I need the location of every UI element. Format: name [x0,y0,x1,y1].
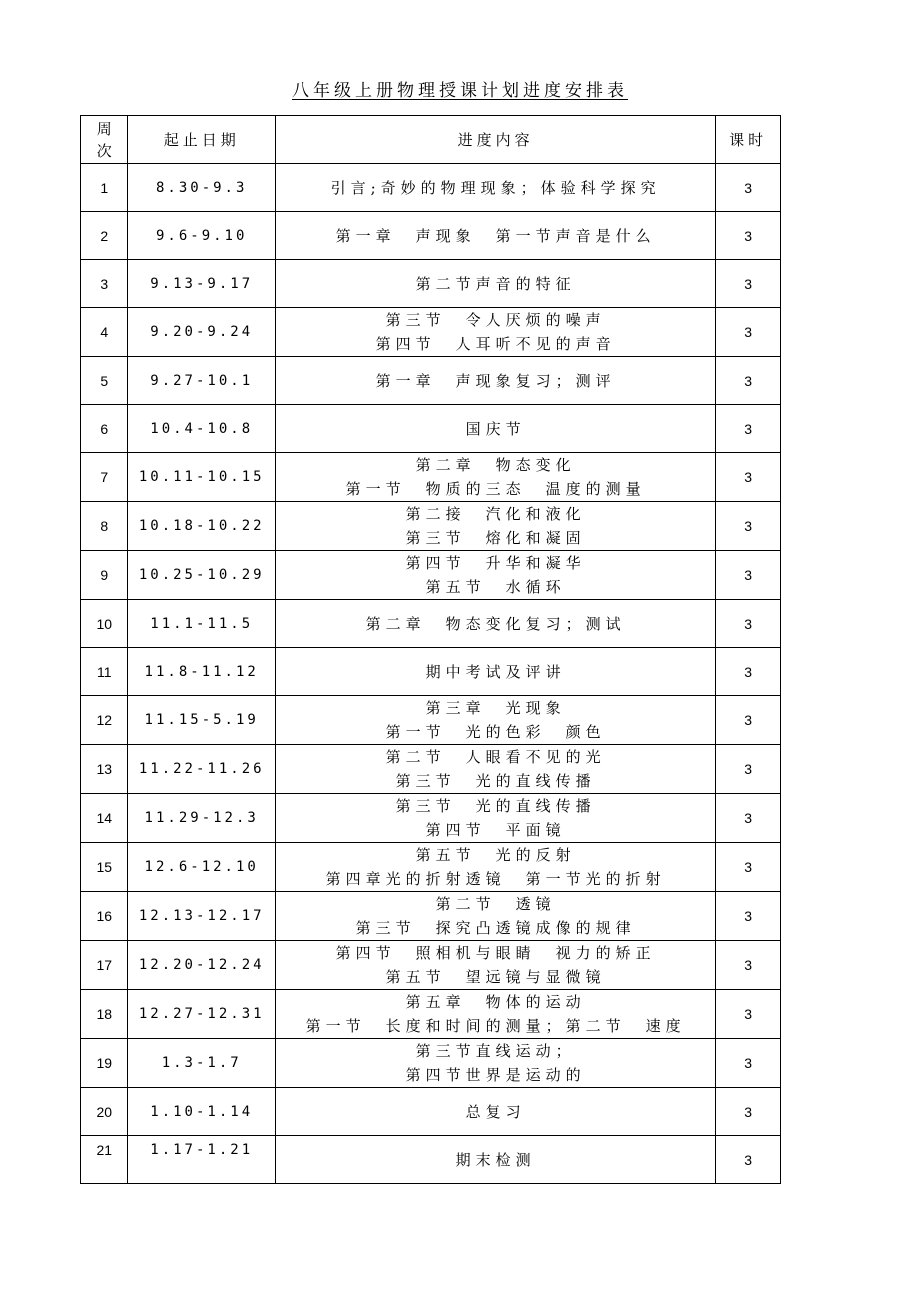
table-row [81,164,781,212]
content-line: 第四节 平面镜 [425,821,566,839]
table-row [81,260,781,308]
week-cell: 15 [81,843,128,892]
table-row [81,990,781,1039]
content-line: 引言;奇妙的物理现象；体验科学探究 [330,178,661,197]
week-cell: 2 [81,212,128,260]
hours-cell: 3 [716,502,781,551]
content-line: 第四节 照相机与眼睛 视力的矫正 [335,944,656,962]
date-cell: 1.3-1.7 [128,1039,275,1088]
hours-cell: 3 [716,1088,781,1136]
date-cell: 10.4-10.8 [128,405,275,453]
date-cell: 11.22-11.26 [128,745,275,794]
hours-cell: 3 [716,892,781,941]
content-line: 第五节 光的反射 [415,846,576,864]
table-row [81,892,781,941]
page-title-text: 八年级上册物理授课计划进度安排表 [292,81,628,101]
hours-cell: 3 [716,357,781,405]
content-line: 第三节 熔化和凝固 [405,529,586,547]
week-cell: 7 [81,453,128,502]
content-line: 第二章 物态变化 [415,456,576,474]
week-cell: 1 [81,164,128,212]
date-cell: 9.6-9.10 [128,212,275,260]
date-cell: 11.8-11.12 [128,648,275,696]
header-hours: 课时 [716,116,781,164]
content-cell [275,453,715,502]
content-line: 第三节 光的直线传播 [395,797,596,815]
date-cell: 12.6-12.10 [128,843,275,892]
content-line: 第三节直线运动； [415,1042,576,1060]
content-line: 第四章光的折射透镜 第一节光的折射 [325,870,666,888]
date-cell: 12.13-12.17 [128,892,275,941]
content-cell [275,405,715,453]
hours-cell: 3 [716,745,781,794]
week-cell: 14 [81,794,128,843]
week-cell: 11 [81,648,128,696]
week-cell: 18 [81,990,128,1039]
date-cell: 9.13-9.17 [128,260,275,308]
week-cell: 12 [81,696,128,745]
table-row [81,648,781,696]
content-cell [275,696,715,745]
table-row [81,696,781,745]
table-row [81,1136,781,1184]
week-cell: 4 [81,308,128,357]
content-cell [275,794,715,843]
date-cell: 12.20-12.24 [128,941,275,990]
date-cell: 8.30-9.3 [128,164,275,212]
table-row [81,502,781,551]
hours-cell: 3 [716,843,781,892]
header-content: 进度内容 [275,116,715,164]
week-cell: 8 [81,502,128,551]
content-cell [275,648,715,696]
content-line: 第二节 透镜 [435,895,556,913]
week-cell: 21 [81,1136,128,1184]
date-cell: 1.17-1.21 [128,1136,275,1184]
hours-cell: 3 [716,794,781,843]
week-cell: 5 [81,357,128,405]
table-row [81,308,781,357]
hours-cell: 3 [716,164,781,212]
table-row [81,453,781,502]
content-cell [275,308,715,357]
content-line: 第五节 望远镜与显微镜 [385,968,606,986]
hours-cell: 3 [716,990,781,1039]
date-cell: 12.27-12.31 [128,990,275,1039]
hours-cell: 3 [716,260,781,308]
content-line: 第四节 人耳听不见的声音 [375,335,616,353]
content-line: 第二节 人眼看不见的光 [385,748,606,766]
week-cell: 16 [81,892,128,941]
date-cell: 10.18-10.22 [128,502,275,551]
week-cell: 17 [81,941,128,990]
content-line: 第三章 光现象 [425,699,566,717]
table-row [81,941,781,990]
hours-cell: 3 [716,1039,781,1088]
content-cell [275,1088,715,1136]
content-cell [275,260,715,308]
week-cell: 3 [81,260,128,308]
table-row [81,551,781,600]
table-row [81,405,781,453]
page-title [0,76,920,101]
content-line: 第一节 物质的三态 温度的测量 [345,480,646,498]
content-line: 期末检测 [455,1150,536,1169]
content-cell [275,1136,715,1184]
table-row [81,745,781,794]
hours-cell: 3 [716,551,781,600]
week-cell: 10 [81,600,128,648]
content-cell [275,1039,715,1088]
content-line: 第二节声音的特征 [415,274,576,293]
week-cell: 19 [81,1039,128,1088]
content-line: 第三节 光的直线传播 [395,772,596,790]
hours-cell: 3 [716,453,781,502]
date-cell: 10.25-10.29 [128,551,275,600]
content-cell [275,941,715,990]
date-cell: 1.10-1.14 [128,1088,275,1136]
hours-cell: 3 [716,405,781,453]
content-cell [275,551,715,600]
content-line: 第一节 光的色彩 颜色 [385,723,606,741]
table-row [81,357,781,405]
content-line: 第四节世界是运动的 [405,1066,586,1084]
content-line: 第二章 物态变化复习；测试 [365,614,626,633]
date-cell: 9.20-9.24 [128,308,275,357]
content-line: 第五节 水循环 [425,578,566,596]
content-line: 第四节 升华和凝华 [405,554,586,572]
date-cell: 9.27-10.1 [128,357,275,405]
date-cell: 11.1-11.5 [128,600,275,648]
header-week [81,116,128,164]
week-cell: 6 [81,405,128,453]
content-cell [275,892,715,941]
header-row [81,116,781,164]
content-line: 第一章 声现象复习；测评 [375,371,616,390]
hours-cell: 3 [716,648,781,696]
content-cell [275,212,715,260]
hours-cell: 3 [716,1136,781,1184]
table-row [81,843,781,892]
content-cell [275,843,715,892]
content-line: 第五章 物体的运动 [405,993,586,1011]
hours-cell: 3 [716,308,781,357]
header-date: 起止日期 [128,116,275,164]
table-row [81,794,781,843]
week-cell: 13 [81,745,128,794]
schedule-table [80,115,781,1184]
date-cell: 11.15-5.19 [128,696,275,745]
content-cell [275,745,715,794]
hours-cell: 3 [716,696,781,745]
header-week-line1: 周 [96,119,112,138]
week-cell: 9 [81,551,128,600]
content-cell [275,164,715,212]
content-line: 第二接 汽化和液化 [405,505,586,523]
content-cell [275,357,715,405]
content-line: 国庆节 [465,419,526,438]
table-row [81,212,781,260]
hours-cell: 3 [716,941,781,990]
date-cell: 10.11-10.15 [128,453,275,502]
content-line: 第三节 令人厌烦的噪声 [385,311,606,329]
content-line: 第一节 长度和时间的测量；第二节 速度 [305,1017,686,1035]
content-cell [275,600,715,648]
content-cell [275,990,715,1039]
content-line: 第三节 探究凸透镜成像的规律 [355,919,636,937]
hours-cell: 3 [716,600,781,648]
week-cell: 20 [81,1088,128,1136]
table-row [81,1088,781,1136]
table-row [81,600,781,648]
header-week-line2: 次 [96,141,112,160]
table-row [81,1039,781,1088]
content-line: 第一章 声现象 第一节声音是什么 [335,226,656,245]
date-cell: 11.29-12.3 [128,794,275,843]
hours-cell: 3 [716,212,781,260]
content-line: 总复习 [465,1102,526,1121]
content-cell [275,502,715,551]
content-line: 期中考试及评讲 [425,662,566,681]
